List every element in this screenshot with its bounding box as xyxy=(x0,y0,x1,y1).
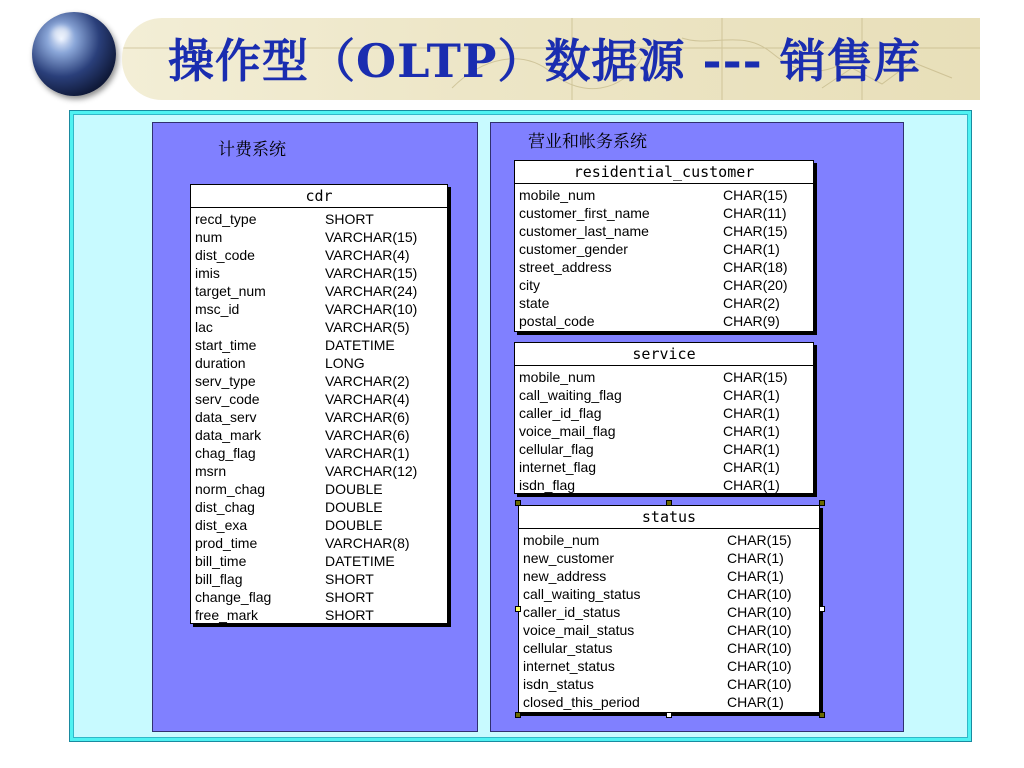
column-type: CHAR(1) xyxy=(723,423,780,439)
column-type: VARCHAR(15) xyxy=(325,265,418,281)
column-name: prod_time xyxy=(195,535,258,551)
selection-handle-bottom-left[interactable] xyxy=(515,712,521,718)
column-type: CHAR(1) xyxy=(723,477,780,493)
table-service[interactable] xyxy=(514,342,814,494)
table-row[interactable] xyxy=(195,444,443,462)
table-row[interactable] xyxy=(195,336,443,354)
selection-handle-mid-right[interactable] xyxy=(819,606,825,612)
table-row[interactable] xyxy=(195,354,443,372)
column-type: CHAR(20) xyxy=(723,277,788,293)
column-type: CHAR(11) xyxy=(723,205,787,221)
table-service-title: service xyxy=(515,343,813,366)
column-name: cellular_status xyxy=(523,640,613,656)
table-status-columns xyxy=(519,529,819,711)
column-type: VARCHAR(5) xyxy=(325,319,410,335)
group-label-business-accounts-system: 营业和帐务系统 xyxy=(528,132,647,151)
column-name: internet_flag xyxy=(519,459,597,475)
group-label-billing-system: 计费系统 xyxy=(218,140,286,159)
table-row[interactable] xyxy=(195,498,443,516)
selection-handle-top-mid[interactable] xyxy=(666,500,672,506)
table-row[interactable] xyxy=(519,204,809,222)
table-row[interactable] xyxy=(195,570,443,588)
column-type: CHAR(10) xyxy=(727,604,792,620)
column-type: VARCHAR(4) xyxy=(325,391,410,407)
column-name: mobile_num xyxy=(519,187,596,203)
column-name: serv_type xyxy=(195,373,256,389)
table-row[interactable] xyxy=(519,422,809,440)
column-name: new_customer xyxy=(523,550,615,566)
table-row[interactable] xyxy=(519,240,809,258)
column-type: DOUBLE xyxy=(325,481,383,497)
table-row[interactable] xyxy=(523,567,815,585)
column-name: closed_this_period xyxy=(523,694,640,710)
column-name: customer_first_name xyxy=(519,205,650,221)
column-name: caller_id_status xyxy=(523,604,621,620)
column-type: CHAR(1) xyxy=(727,550,784,566)
table-row[interactable] xyxy=(519,476,809,494)
column-type: CHAR(10) xyxy=(727,640,792,656)
column-type: CHAR(1) xyxy=(723,241,780,257)
column-name: norm_chag xyxy=(195,481,266,497)
table-residential-customer[interactable] xyxy=(514,160,814,332)
column-type: VARCHAR(6) xyxy=(325,427,410,443)
column-type: CHAR(15) xyxy=(723,369,788,385)
column-type: CHAR(15) xyxy=(723,223,788,239)
table-row[interactable] xyxy=(195,426,443,444)
table-row[interactable] xyxy=(519,404,809,422)
column-type: CHAR(10) xyxy=(727,622,792,638)
column-type: CHAR(1) xyxy=(723,459,780,475)
table-row[interactable] xyxy=(195,516,443,534)
column-name: lac xyxy=(195,319,213,335)
table-service-columns xyxy=(515,366,813,494)
selection-handle-top-left[interactable] xyxy=(515,500,521,506)
table-row[interactable] xyxy=(519,458,809,476)
column-type: VARCHAR(24) xyxy=(325,283,418,299)
column-type: VARCHAR(4) xyxy=(325,247,410,263)
column-name: state xyxy=(519,295,550,311)
table-status[interactable] xyxy=(518,505,820,713)
column-name: isdn_flag xyxy=(519,477,576,493)
table-row[interactable] xyxy=(195,300,443,318)
column-type: VARCHAR(8) xyxy=(325,535,410,551)
table-cdr-title: cdr xyxy=(191,185,447,208)
slide-title: 操作型（OLTP）数据源 --- 销售库 xyxy=(168,34,921,88)
globe-icon xyxy=(32,12,116,96)
table-row[interactable] xyxy=(195,246,443,264)
column-name: mobile_num xyxy=(523,532,600,548)
table-row[interactable] xyxy=(519,276,809,294)
table-row[interactable] xyxy=(195,282,443,300)
column-type: VARCHAR(10) xyxy=(325,301,418,317)
column-name: voice_mail_status xyxy=(523,622,635,638)
table-row[interactable] xyxy=(519,386,809,404)
table-residential-customer-columns xyxy=(515,184,813,330)
table-row[interactable] xyxy=(519,294,809,312)
column-name: data_mark xyxy=(195,427,262,443)
table-row[interactable] xyxy=(523,693,815,711)
table-row[interactable] xyxy=(523,531,815,549)
column-type: CHAR(15) xyxy=(727,532,792,548)
column-name: call_waiting_flag xyxy=(519,387,622,403)
column-name: free_mark xyxy=(195,607,259,623)
table-row[interactable] xyxy=(523,675,815,693)
column-type: CHAR(2) xyxy=(723,295,780,311)
table-row[interactable] xyxy=(195,228,443,246)
table-row[interactable] xyxy=(195,318,443,336)
table-row[interactable] xyxy=(195,606,443,624)
column-name: start_time xyxy=(195,337,257,353)
column-name: recd_type xyxy=(195,211,257,227)
column-name: street_address xyxy=(519,259,612,275)
column-name: data_serv xyxy=(195,409,257,425)
selection-handle-mid-left[interactable] xyxy=(515,606,521,612)
selection-handle-bottom-mid[interactable] xyxy=(666,712,672,718)
column-name: dist_exa xyxy=(195,517,248,533)
column-type: VARCHAR(12) xyxy=(325,463,418,479)
column-type: CHAR(10) xyxy=(727,676,792,692)
column-type: CHAR(1) xyxy=(723,405,780,421)
column-name: num xyxy=(195,229,223,245)
table-row[interactable] xyxy=(195,462,443,480)
table-row[interactable] xyxy=(519,186,809,204)
table-row[interactable] xyxy=(523,639,815,657)
column-name: caller_id_flag xyxy=(519,405,602,421)
table-row[interactable] xyxy=(195,390,443,408)
column-name: duration xyxy=(195,355,246,371)
table-cdr-columns xyxy=(191,208,447,624)
table-row[interactable] xyxy=(523,585,815,603)
column-name: target_num xyxy=(195,283,266,299)
column-name: customer_last_name xyxy=(519,223,649,239)
column-name: isdn_status xyxy=(523,676,594,692)
column-name: dist_code xyxy=(195,247,255,263)
column-name: chag_flag xyxy=(195,445,256,461)
column-type: DOUBLE xyxy=(325,517,383,533)
table-row[interactable] xyxy=(519,222,809,240)
column-name: customer_gender xyxy=(519,241,628,257)
column-type: CHAR(1) xyxy=(723,441,780,457)
table-row[interactable] xyxy=(195,372,443,390)
table-row[interactable] xyxy=(519,312,809,330)
column-type: DATETIME xyxy=(325,553,395,569)
column-name: bill_time xyxy=(195,553,247,569)
column-type: SHORT xyxy=(325,571,374,587)
table-row[interactable] xyxy=(195,210,443,228)
table-row[interactable] xyxy=(195,588,443,606)
table-row[interactable] xyxy=(519,258,809,276)
table-row[interactable] xyxy=(195,480,443,498)
table-row[interactable] xyxy=(523,603,815,621)
column-name: postal_code xyxy=(519,313,595,329)
column-name: voice_mail_flag xyxy=(519,423,616,439)
column-name: mobile_num xyxy=(519,369,596,385)
column-name: dist_chag xyxy=(195,499,255,515)
table-row[interactable] xyxy=(523,549,815,567)
selection-handle-bottom-right[interactable] xyxy=(819,712,825,718)
table-cdr[interactable] xyxy=(190,184,448,624)
column-name: msc_id xyxy=(195,301,240,317)
table-row[interactable] xyxy=(195,552,443,570)
column-name: new_address xyxy=(523,568,607,584)
column-name: serv_code xyxy=(195,391,260,407)
column-name: internet_status xyxy=(523,658,615,674)
column-name: change_flag xyxy=(195,589,272,605)
column-name: imis xyxy=(195,265,220,281)
column-type: LONG xyxy=(325,355,365,371)
table-row[interactable] xyxy=(195,534,443,552)
selection-handle-top-right[interactable] xyxy=(819,500,825,506)
column-type: CHAR(1) xyxy=(723,387,780,403)
column-type: DOUBLE xyxy=(325,499,383,515)
table-row[interactable] xyxy=(195,408,443,426)
column-type: VARCHAR(6) xyxy=(325,409,410,425)
table-row[interactable] xyxy=(195,264,443,282)
column-type: CHAR(10) xyxy=(727,586,792,602)
column-type: VARCHAR(15) xyxy=(325,229,418,245)
column-name: cellular_flag xyxy=(519,441,594,457)
table-residential-customer-title: residential_customer xyxy=(515,161,813,184)
column-type: CHAR(9) xyxy=(723,313,780,329)
column-type: CHAR(15) xyxy=(723,187,788,203)
table-row[interactable] xyxy=(519,440,809,458)
column-type: DATETIME xyxy=(325,337,395,353)
column-type: CHAR(18) xyxy=(723,259,788,275)
column-name: bill_flag xyxy=(195,571,243,587)
column-name: city xyxy=(519,277,540,293)
table-row[interactable] xyxy=(523,621,815,639)
column-name: msrn xyxy=(195,463,227,479)
column-type: CHAR(1) xyxy=(727,694,784,710)
table-row[interactable] xyxy=(523,657,815,675)
column-name: call_waiting_status xyxy=(523,586,641,602)
column-type: VARCHAR(1) xyxy=(325,445,410,461)
column-type: SHORT xyxy=(325,589,374,605)
table-row[interactable] xyxy=(519,368,809,386)
column-type: VARCHAR(2) xyxy=(325,373,410,389)
column-type: SHORT xyxy=(325,607,374,623)
column-type: CHAR(1) xyxy=(727,568,784,584)
column-type: SHORT xyxy=(325,211,374,227)
table-status-title: status xyxy=(519,506,819,529)
column-type: CHAR(10) xyxy=(727,658,792,674)
